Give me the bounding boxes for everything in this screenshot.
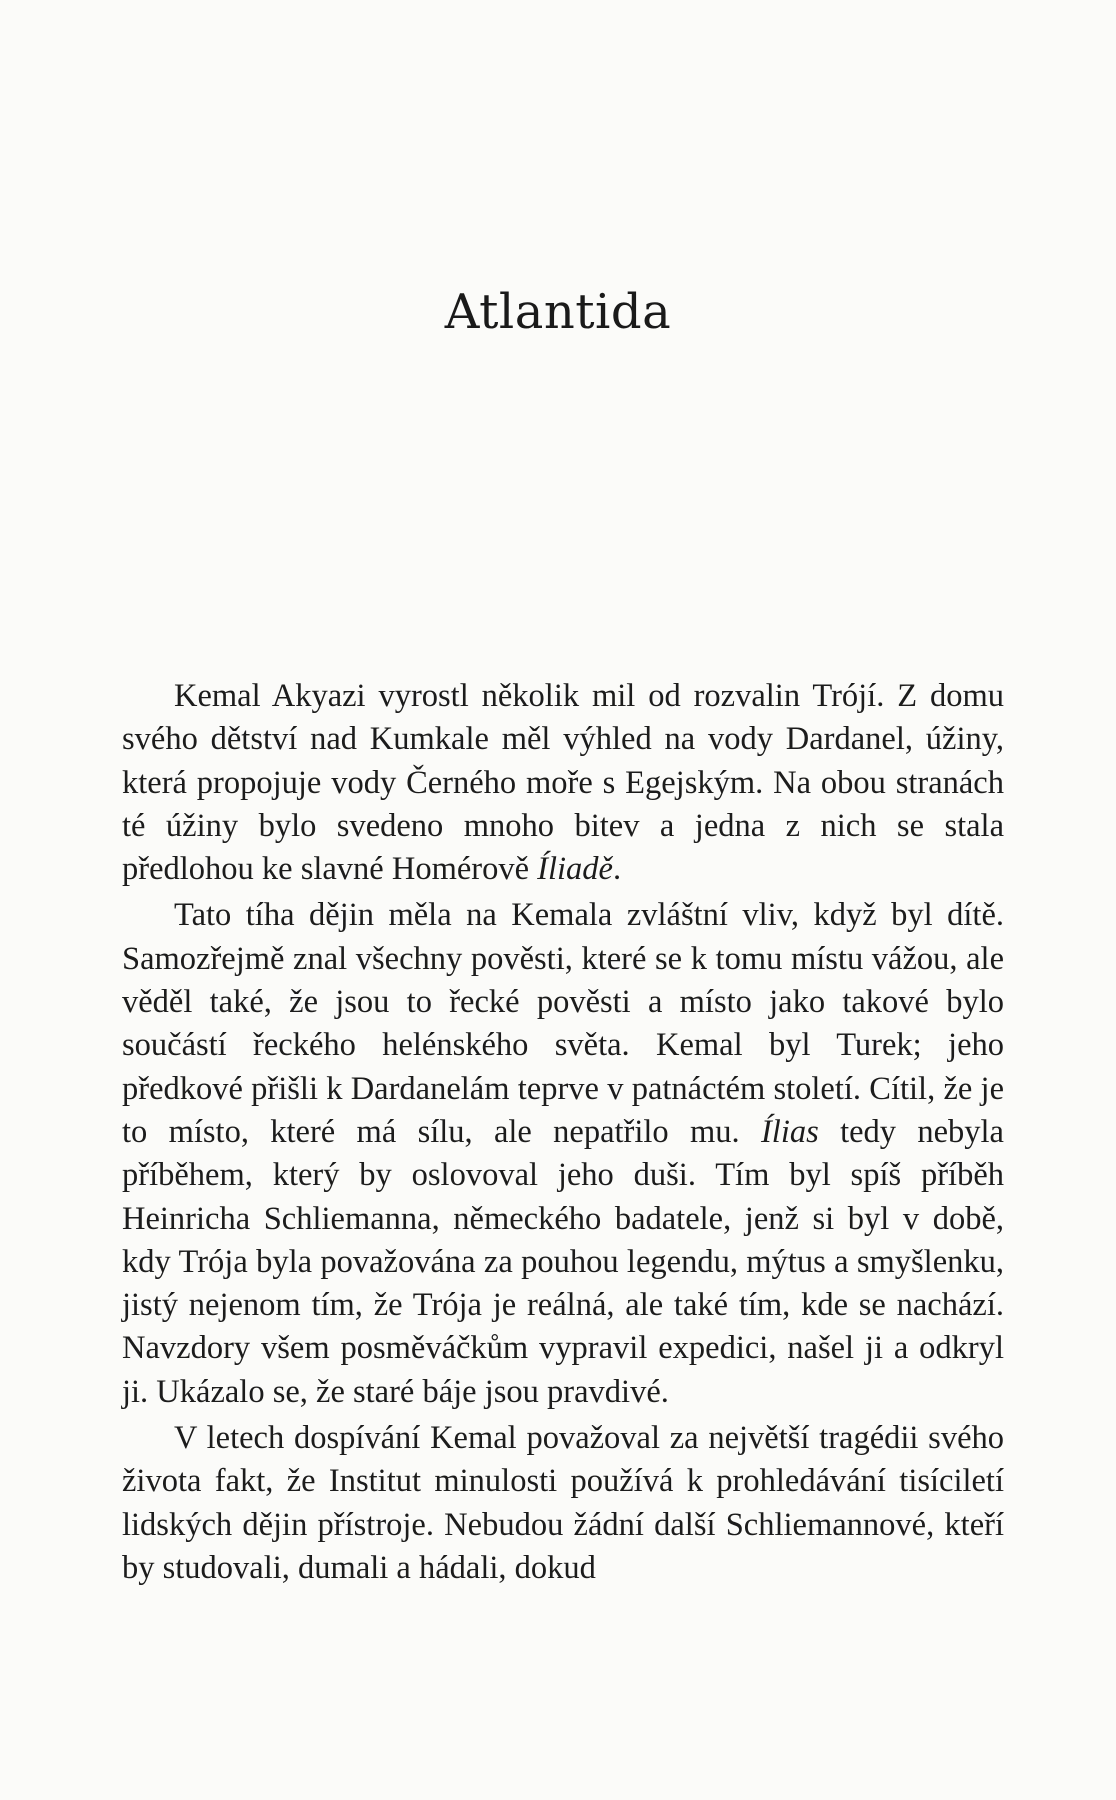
paragraph-2-italic: Ílias (760, 1113, 819, 1150)
paragraph-3 (122, 1417, 1004, 1590)
paragraph-1-text-a: Kemal Akyazi vyrostl několik mil od rozvalin Trójí. Z domu svého dětství nad Kumkale měl výhled na vody Dardanel, úžiny, která propojuje vody Černého moře s Egejským. Na obou stranách té úžiny bylo svedeno mnoho bitev a jedna z nich se stala předlohou ke slavné Homérově (122, 678, 1004, 888)
paragraph-2-text-b: tedy nebyla příběhem, který by oslovoval jeho duši. Tím byl spíš příběh Heinricha Schliemanna, německého badatele, jenž si byl v době, kdy Trója byla považována za pouhou legendu, mýtus a smyšlenku, jistý nejenom tím, že Trója je reálná, ale také tím, kde se nachází. Navzdory všem posměváčkům vypravil expedici, našel ji a odkryl ji. Ukázalo se, že staré báje jsou pravdivé. (122, 1113, 1004, 1410)
paragraph-2 (122, 894, 1004, 1414)
paragraph-1 (122, 675, 1004, 891)
paragraph-1-italic: Íliadě (537, 851, 613, 888)
chapter-body (122, 675, 1004, 1593)
chapter-title: Atlantida (444, 284, 672, 340)
paragraph-2-text-a: Tato tíha dějin měla na Kemala zvláštní vliv, když byl dítě. Samozřejmě znal všechny pověsti, které se k tomu místu vážou, ale věděl také, že jsou to řecké pověsti a místo jako takové bylo součástí řeckého helénského světa. Kemal byl Turek; jeho předkové přišli k Dardanelám teprve v patnáctém století. Cítil, že je to místo, které má sílu, ale nepatřilo mu. (122, 897, 1004, 1150)
paragraph-3-text-a: V letech dospívání Kemal považoval za největší tragédii svého života fakt, že Institut minulosti používá k prohledávání tisíciletí lidských dějin přístroje. Nebudou žádní další Schliemannové, kteří by studovali, dumali a hádali, dokud (122, 1420, 1004, 1586)
paragraph-1-text-b: . (612, 851, 622, 888)
